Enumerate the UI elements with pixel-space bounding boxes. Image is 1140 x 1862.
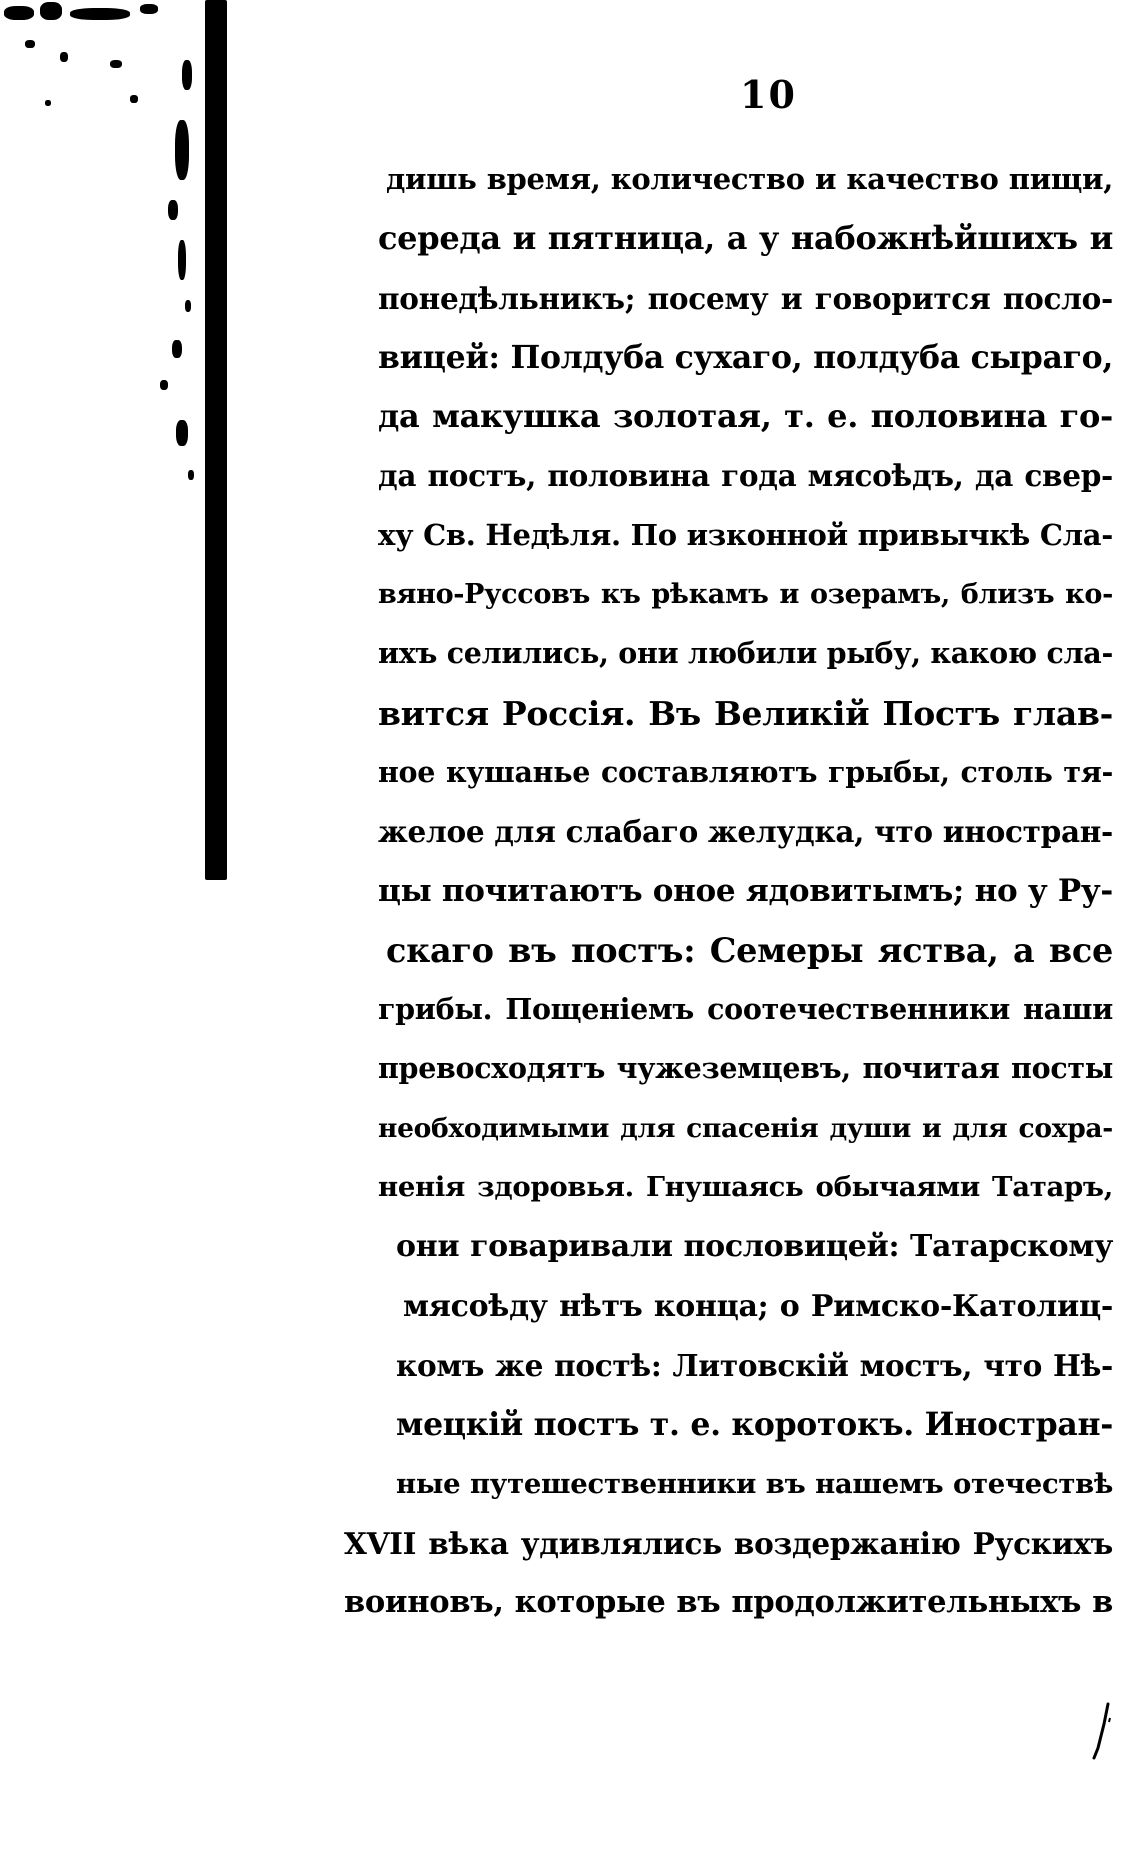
text-line: XVII вѣка удивлялись воздержанію Рускихъ bbox=[344, 1525, 1113, 1561]
text-line: понедѣльникъ; посему и говорится посло- bbox=[378, 280, 1113, 316]
text-line: ные путешественники въ нашемъ отечествѣ bbox=[396, 1467, 1113, 1500]
binding-margin-specks bbox=[0, 0, 240, 900]
text-line: ненія здоровья. Гнушаясь обычаями Татаръ, bbox=[378, 1171, 1113, 1204]
body-text bbox=[344, 150, 1113, 1632]
text-line: превосходятъ чужеземцевъ, почитая посты bbox=[378, 1051, 1113, 1086]
text-line: вицей: Полдуба сухаго, полдуба сыраго, bbox=[378, 338, 1113, 376]
text-line: мясоѣду нѣтъ конца; о Римско-Католиц- bbox=[403, 1288, 1113, 1324]
text-line: необходимыми для спасенія души и для сохра- bbox=[378, 1112, 1113, 1144]
text-line: желое для слабаго желудка, что иностран- bbox=[378, 814, 1113, 850]
text-line: цы почитаютъ оное ядовитымъ; но у Ру- bbox=[378, 872, 1113, 909]
text-line: вится Россія. Въ Великій Постъ глав- bbox=[378, 693, 1113, 733]
text-line: воиновъ, которые въ продолжительныхъ в bbox=[344, 1584, 1113, 1621]
text-line: скаго въ постъ: Семеры яства, а все bbox=[386, 930, 1113, 970]
text-line: ное кушанье составляютъ грыбы, столь тя- bbox=[378, 754, 1113, 789]
text-line: дишь время, количество и качество пищи, bbox=[386, 162, 1113, 196]
text-line: да макушка золотая, т. е. половина го- bbox=[378, 397, 1113, 436]
text-line: да постъ, половина года мясоѣдъ, да свер- bbox=[378, 458, 1113, 494]
text-line: ихъ селились, они любили рыбу, какою сла- bbox=[378, 636, 1113, 671]
text-line: мецкій постъ т. е. коротокъ. Иностран- bbox=[396, 1406, 1113, 1444]
text-line: грибы. Пощеніемъ соотечественники наши bbox=[378, 992, 1113, 1027]
text-line: комъ же постѣ: Литовскій мостъ, что Нѣ- bbox=[396, 1347, 1113, 1383]
text-line: вяно-Руссовъ къ рѣкамъ и озерамъ, близъ ко- bbox=[378, 579, 1113, 611]
text-line: середа и пятница, а у набожнѣйшихъ и bbox=[378, 219, 1113, 258]
pencil-mark bbox=[1080, 1700, 1120, 1760]
page-number: 10 bbox=[740, 72, 797, 117]
text-line: они говаривали пословицей: Татарскому bbox=[396, 1229, 1113, 1265]
text-line: ху Св. Недѣля. По изконной привычкѣ Сла- bbox=[378, 517, 1113, 552]
